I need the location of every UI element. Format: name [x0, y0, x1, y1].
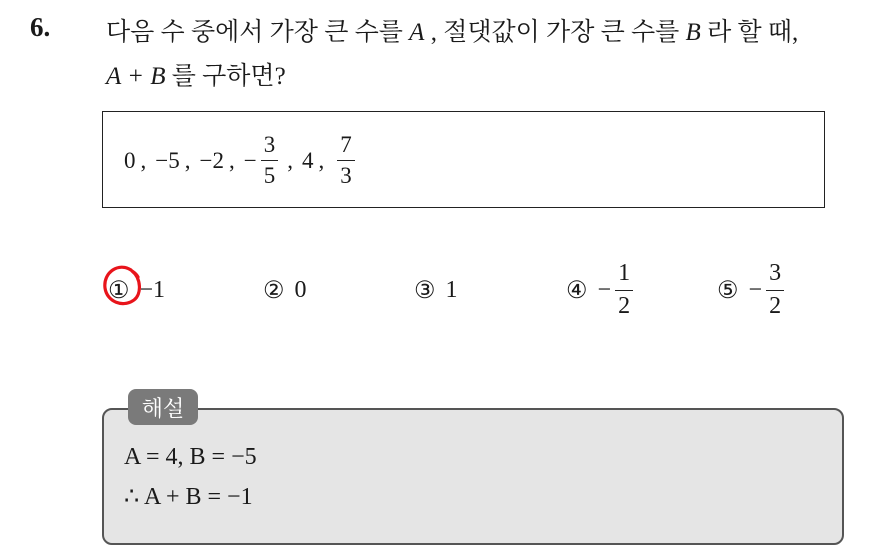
choice-2[interactable] [263, 260, 307, 320]
number-item: −5 [155, 147, 180, 173]
fraction [261, 132, 279, 190]
choice-value: 0 [294, 276, 307, 303]
question-number: 6. [30, 12, 51, 42]
fraction [615, 260, 633, 320]
choice-marker: ③ [414, 277, 436, 304]
number-list [124, 112, 359, 209]
choice-5[interactable] [717, 260, 788, 320]
denominator: 5 [263, 163, 276, 188]
choice-4[interactable] [566, 260, 637, 320]
denominator: 2 [618, 292, 631, 319]
separator: , [184, 147, 191, 173]
question-line-2 [106, 56, 286, 92]
number-item: −2 [199, 147, 224, 173]
separator: , [228, 147, 235, 173]
question-text-part: , 절댓값이 가장 큰 수를 [424, 19, 686, 46]
choice-marker: ② [263, 277, 285, 304]
denominator: 3 [340, 163, 352, 188]
question-text-part: 를 구하면? [165, 63, 286, 90]
question-text-part: 라 할 때, [700, 19, 799, 46]
choice-marker: ① [108, 277, 130, 304]
negative-sign: − [748, 276, 763, 303]
variable-a: A [409, 19, 425, 46]
variable-b: B [685, 19, 701, 46]
choice-1[interactable] [108, 260, 165, 320]
solution-box [102, 408, 844, 545]
negative-sign: − [597, 276, 612, 303]
solution-line-1: A = 4, B = −5 [124, 444, 257, 470]
number-item: 0 [124, 147, 136, 173]
numerator: 1 [615, 260, 633, 291]
numerator: 7 [337, 132, 355, 161]
separator: , [287, 147, 293, 173]
separator: , [318, 147, 325, 173]
choice-value: −1 [139, 276, 166, 303]
choice-value: 1 [445, 276, 458, 303]
question-line-1 [106, 12, 798, 48]
number-item: 4 [301, 147, 314, 173]
question-text-part: 다음 수 중에서 가장 큰 수를 [106, 19, 410, 46]
given-numbers-box [102, 111, 825, 208]
choice-marker: ⑤ [717, 277, 739, 304]
fraction [766, 260, 784, 320]
choice-3[interactable] [414, 260, 458, 320]
expression: A + B [106, 63, 166, 90]
fraction [337, 132, 355, 190]
numerator: 3 [261, 132, 279, 161]
solution-line-2: ∴ A + B = −1 [124, 484, 253, 510]
numerator: 3 [766, 260, 784, 291]
choice-marker: ④ [566, 277, 588, 304]
denominator: 2 [769, 292, 782, 319]
separator: , [140, 147, 147, 173]
solution-tag: 해설 [128, 389, 198, 425]
negative-sign: − [243, 147, 257, 173]
